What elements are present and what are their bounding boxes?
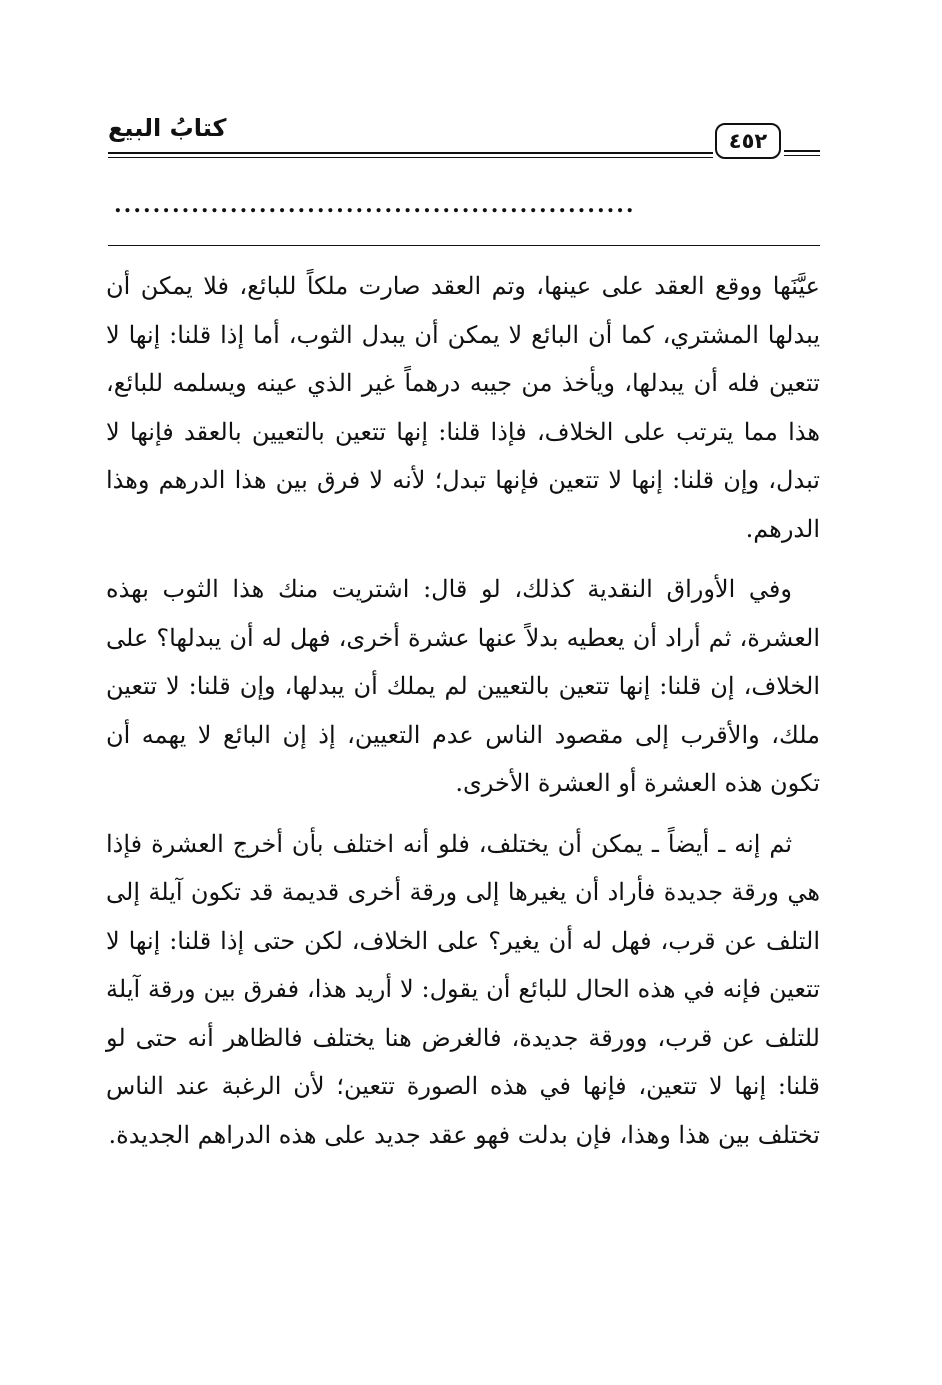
book-title: كتابُ البيع bbox=[108, 114, 227, 142]
body-text bbox=[106, 262, 820, 1159]
paragraph: عيَّنَها ووقع العقد على عينها، وتم العقد صارت ملكاً للبائع، فلا يمكن أن يبدلها المشتري، كما أن البائع لا يمكن أن يبدل الثوب، أما إذا قلنا: إنها لا تتعين فله أن يبدلها، ويأخذ من جيبه درهماً غير الذي عينه ويسلمه للبائع، هذا مما يترتب على الخلاف، فإذا قلنا: إنها تتعين بالتعيين بالعقد فإنها لا تبدل، وإن قلنا: إنها لا تتعين فإنها تبدل؛ لأنه لا فرق بين هذا الدرهم وهذا الدرهم. bbox=[106, 272, 820, 543]
paragraph: ثم إنه ـ أيضاً ـ يمكن أن يختلف، فلو أنه اختلف بأن أخرج العشرة فإذا هي ورقة جديدة فأراد أن يغيرها إلى ورقة أخرى قديمة قد تكون آيلة إلى التلف عن قرب، فهل له أن يغير؟ على الخلاف، لكن حتى إذا قلنا: إنها لا تتعين فإنه في هذه الحال للبائع أن يقول: لا أريد هذا، ففرق بين ورقة آيلة للتلف عن قرب، وورقة جديدة، فالغرض هنا يختلف فالظاهر أنه حتى لو قلنا: إنها لا تتعين، فإنها في هذه الصورة تتعين؛ لأن الرغبة عند الناس تختلف بين هذا وهذا، فإن بدلت فهو عقد جديد على هذه الدراهم الجديدة. bbox=[106, 829, 820, 1149]
header-rule-right bbox=[784, 150, 820, 152]
header-rule-thin bbox=[108, 157, 713, 158]
dotted-line: ...................................................... bbox=[114, 192, 636, 218]
header-rule-right-thin bbox=[784, 155, 820, 156]
page-header bbox=[108, 112, 820, 172]
header-rule bbox=[108, 152, 713, 154]
page-number: ٤٥٢ bbox=[715, 123, 781, 159]
separator-rule bbox=[108, 245, 820, 246]
paragraph: وفي الأوراق النقدية كذلك، لو قال: اشتريت منك هذا الثوب بهذه العشرة، ثم أراد أن يعطيه بدلاً عنها عشرة أخرى، فهل له أن يبدلها؟ على الخلاف، إن قلنا: إنها تتعين بالتعيين لم يملك أن يبدلها، وإن قلنا: لا تتعين ملك، والأقرب إلى مقصود الناس عدم التعيين، إذ إن البائع لا يهمه أن تكون هذه العشرة أو العشرة الأخرى. bbox=[106, 575, 820, 797]
